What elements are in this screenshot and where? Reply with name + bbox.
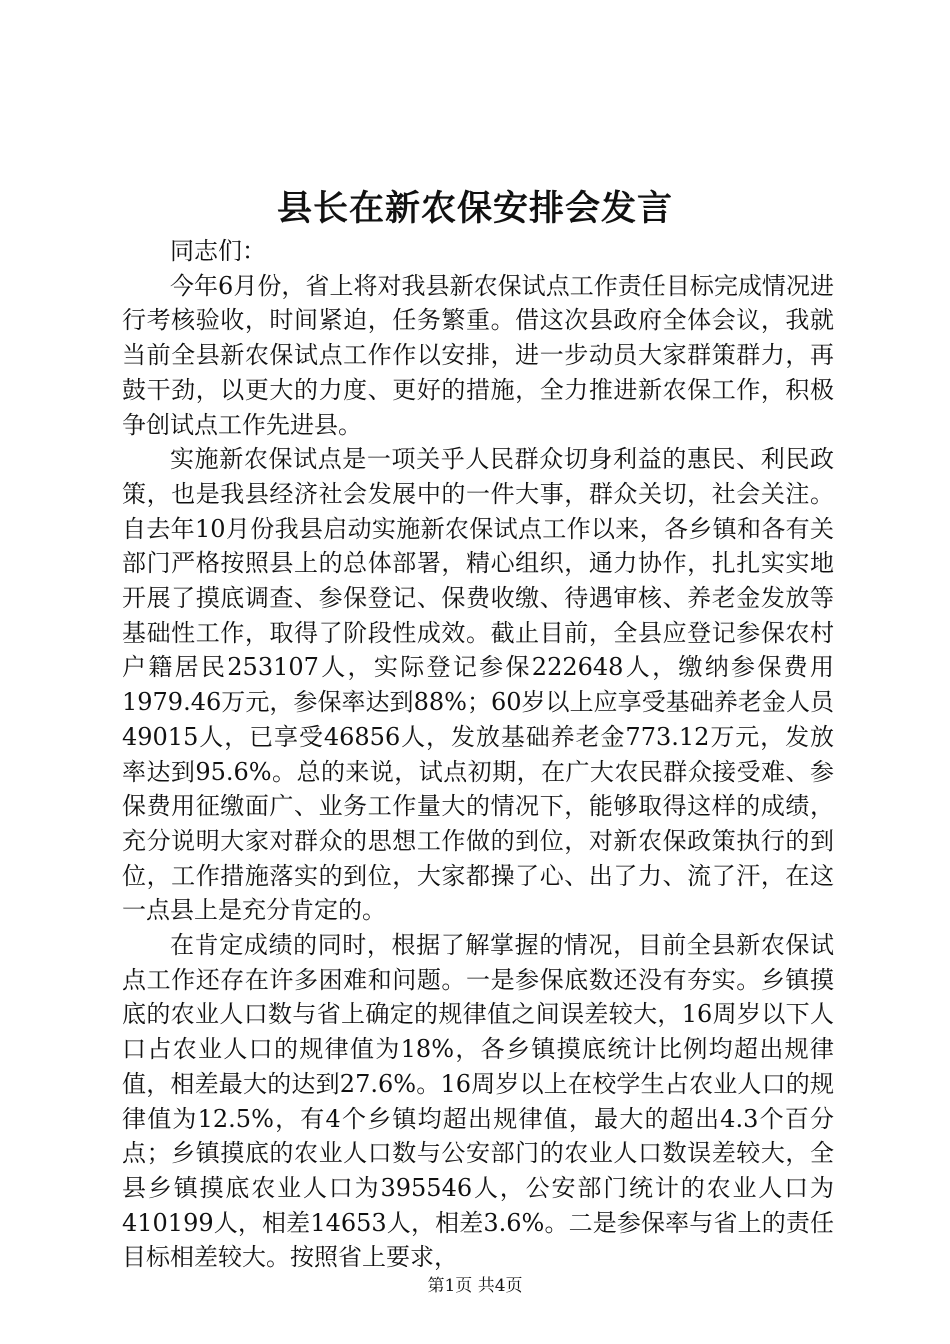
paragraph-2: 实施新农保试点是一项关乎人民群众切身利益的惠民、利民政策，也是我县经济社会发展中的一件大事，群众关切，社会关注。自去年10月份我县启动实施新农保试点工作以来，各乡镇和各有关部门严格按照县上的总体部署，精心组织，通力协作，扎扎实实地开展了摸底调查、参保登记、保费收缴、待遇审核、养老金发放等基础性工作，取得了阶段性成效。截止目前，全县应登记参保农村户籍居民253107人，实际登记参保222648人，缴纳参保费用1979.46万元，参保率达到88%；60岁以上应享受基础养老金人员49015人，已享受46856人，发放基础养老金773.12万元，发放率达到95.6%。总的来说，试点初期，在广大农民群众接受难、参保费用征缴面广、业务工作量大的情况下，能够取得这样的成绩，充分说明大家对群众的思想工作做的到位，对新农保政策执行的到位，工作措施落实的到位，大家都操了心、出了力、流了汗，在这一点县上是充分肯定的。 <box>122 445 834 925</box>
document-title: 县长在新农保安排会发言 <box>276 188 673 229</box>
page-footer: 第1页 共4页 <box>427 1276 523 1296</box>
paragraph-3: 在肯定成绩的同时，根据了解掌握的情况，目前全县新农保试点工作还存在许多困难和问题。一是参保底数还没有夯实。乡镇摸底的农业人口数与省上确定的规律值之间误差较大，16周岁以下人口占农业人口的规律值为18%，各乡镇摸底统计比例均超出规律值，相差最大的达到27.6%。16周岁以上在校学生占农业人口的规律值为12.5%，有4个乡镇均超出规律值，最大的超出4.3个百分点；乡镇摸底的农业人口数与公安部门的农业人口数误差较大，全县乡镇摸底农业人口为395546人，公安部门统计的农业人口为410199人，相差14653人，相差3.6%。二是参保率与省上的责任目标相差较大。按照省上要求， <box>122 931 834 1272</box>
salutation: 同志们： <box>170 237 266 265</box>
paragraph-1: 今年6月份，省上将对我县新农保试点工作责任目标完成情况进行考核验收，时间紧迫，任务繁重。借这次县政府全体会议，我就当前全县新农保试点工作作以安排，进一步动员大家群策群力，再鼓干劲，以更大的力度、更好的措施，全力推进新农保工作，积极争创试点工作先进县。 <box>122 271 834 439</box>
document-body <box>122 234 834 1275</box>
